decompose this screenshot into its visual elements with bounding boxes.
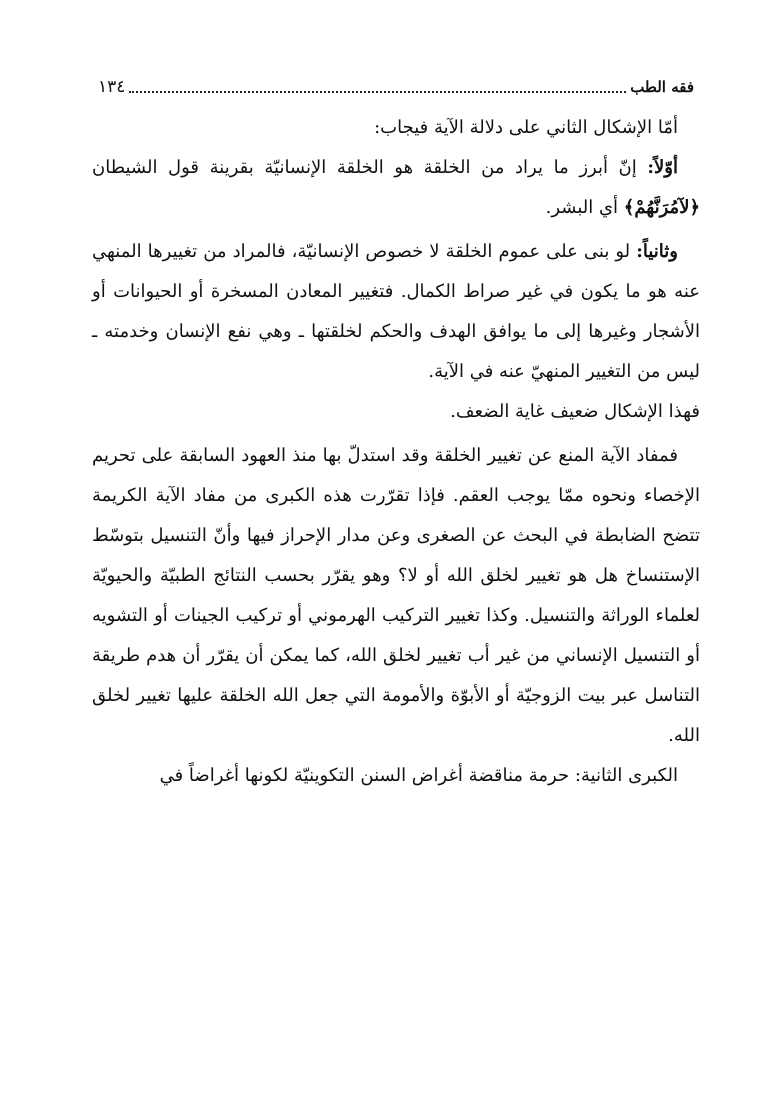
- document-page: [92, 72, 700, 796]
- running-header: [92, 72, 700, 102]
- paragraph-1: أمّا الإشكال الثاني على دلالة الآية فيجاب:: [374, 117, 678, 138]
- paragraph-5: فمفاد الآية المنع عن تغيير الخلقة وقد استدلّ بها منذ العهود السابقة على تحريم الإخصاء ونحوه ممّا يوجب العقم. فإذا تقرّرت هذه الكبرى من مفاد الآية الكريمة تتضح الضابطة في البحث عن الصغرى وعن مدار الإحراز فيها وأنّ التنسيل بتوسّط الإستنساخ هل هو تغيير لخلق الله أو لا؟ وهو يقرّر بحسب النتائج الطبيّة والحيويّة لعلماء الوراثة والتنسيل. وكذا تغيير التركيب الهرموني أو تركيب الجينات أو التشويه أو التنسيل الإنساني من غير أب تغيير لخلق الله، كما يمكن أن يقرّر أن هدم طريقة التناسل عبر بيت الزوجيّة أو الأبوّة والأمومة التي جعل الله الخلقة عليها تغيير لخلق الله.: [92, 445, 700, 746]
- quran-quote: ﴿لآمُرَنَّهُمْ﴾: [623, 197, 700, 218]
- paragraph-3: [92, 232, 700, 392]
- paragraph-6: الكبرى الثانية: حرمة مناقضة أغراض السنن التكوينيّة لكونها أغراضاً في: [159, 765, 678, 786]
- book-title: فقه الطب: [630, 78, 694, 96]
- paragraph-2-lead: أوّلاً:: [647, 157, 678, 178]
- leader-dots: [129, 81, 626, 93]
- page-number: ١٣٤: [98, 77, 126, 97]
- paragraph-2: [92, 148, 700, 228]
- paragraph-4: فهذا الإشكال ضعيف غاية الضعف.: [450, 401, 700, 422]
- paragraph-2-text: إنّ أبرز ما يراد من الخلقة هو الخلقة الإنسانيّة بقرينة قول الشيطان: [92, 157, 648, 178]
- paragraph-2-end: أي البشر.: [545, 197, 624, 218]
- paragraph-3-text: لو بنى على عموم الخلقة لا خصوص الإنسانيّة، فالمراد من تغييرها المنهي عنه هو ما يكون في غير صراط الكمال. فتغيير المعادن المسخرة أو الحيوانات أو الأشجار وغيرها إلى ما يوافق الهدف والحكم لخلقتها ـ وهي نفع الإنسان وخدمته ـ ليس من التغيير المنهيّ عنه في الآية.: [92, 241, 700, 382]
- paragraph-3-lead: وثانياً:: [636, 241, 678, 262]
- body-text: [92, 108, 700, 796]
